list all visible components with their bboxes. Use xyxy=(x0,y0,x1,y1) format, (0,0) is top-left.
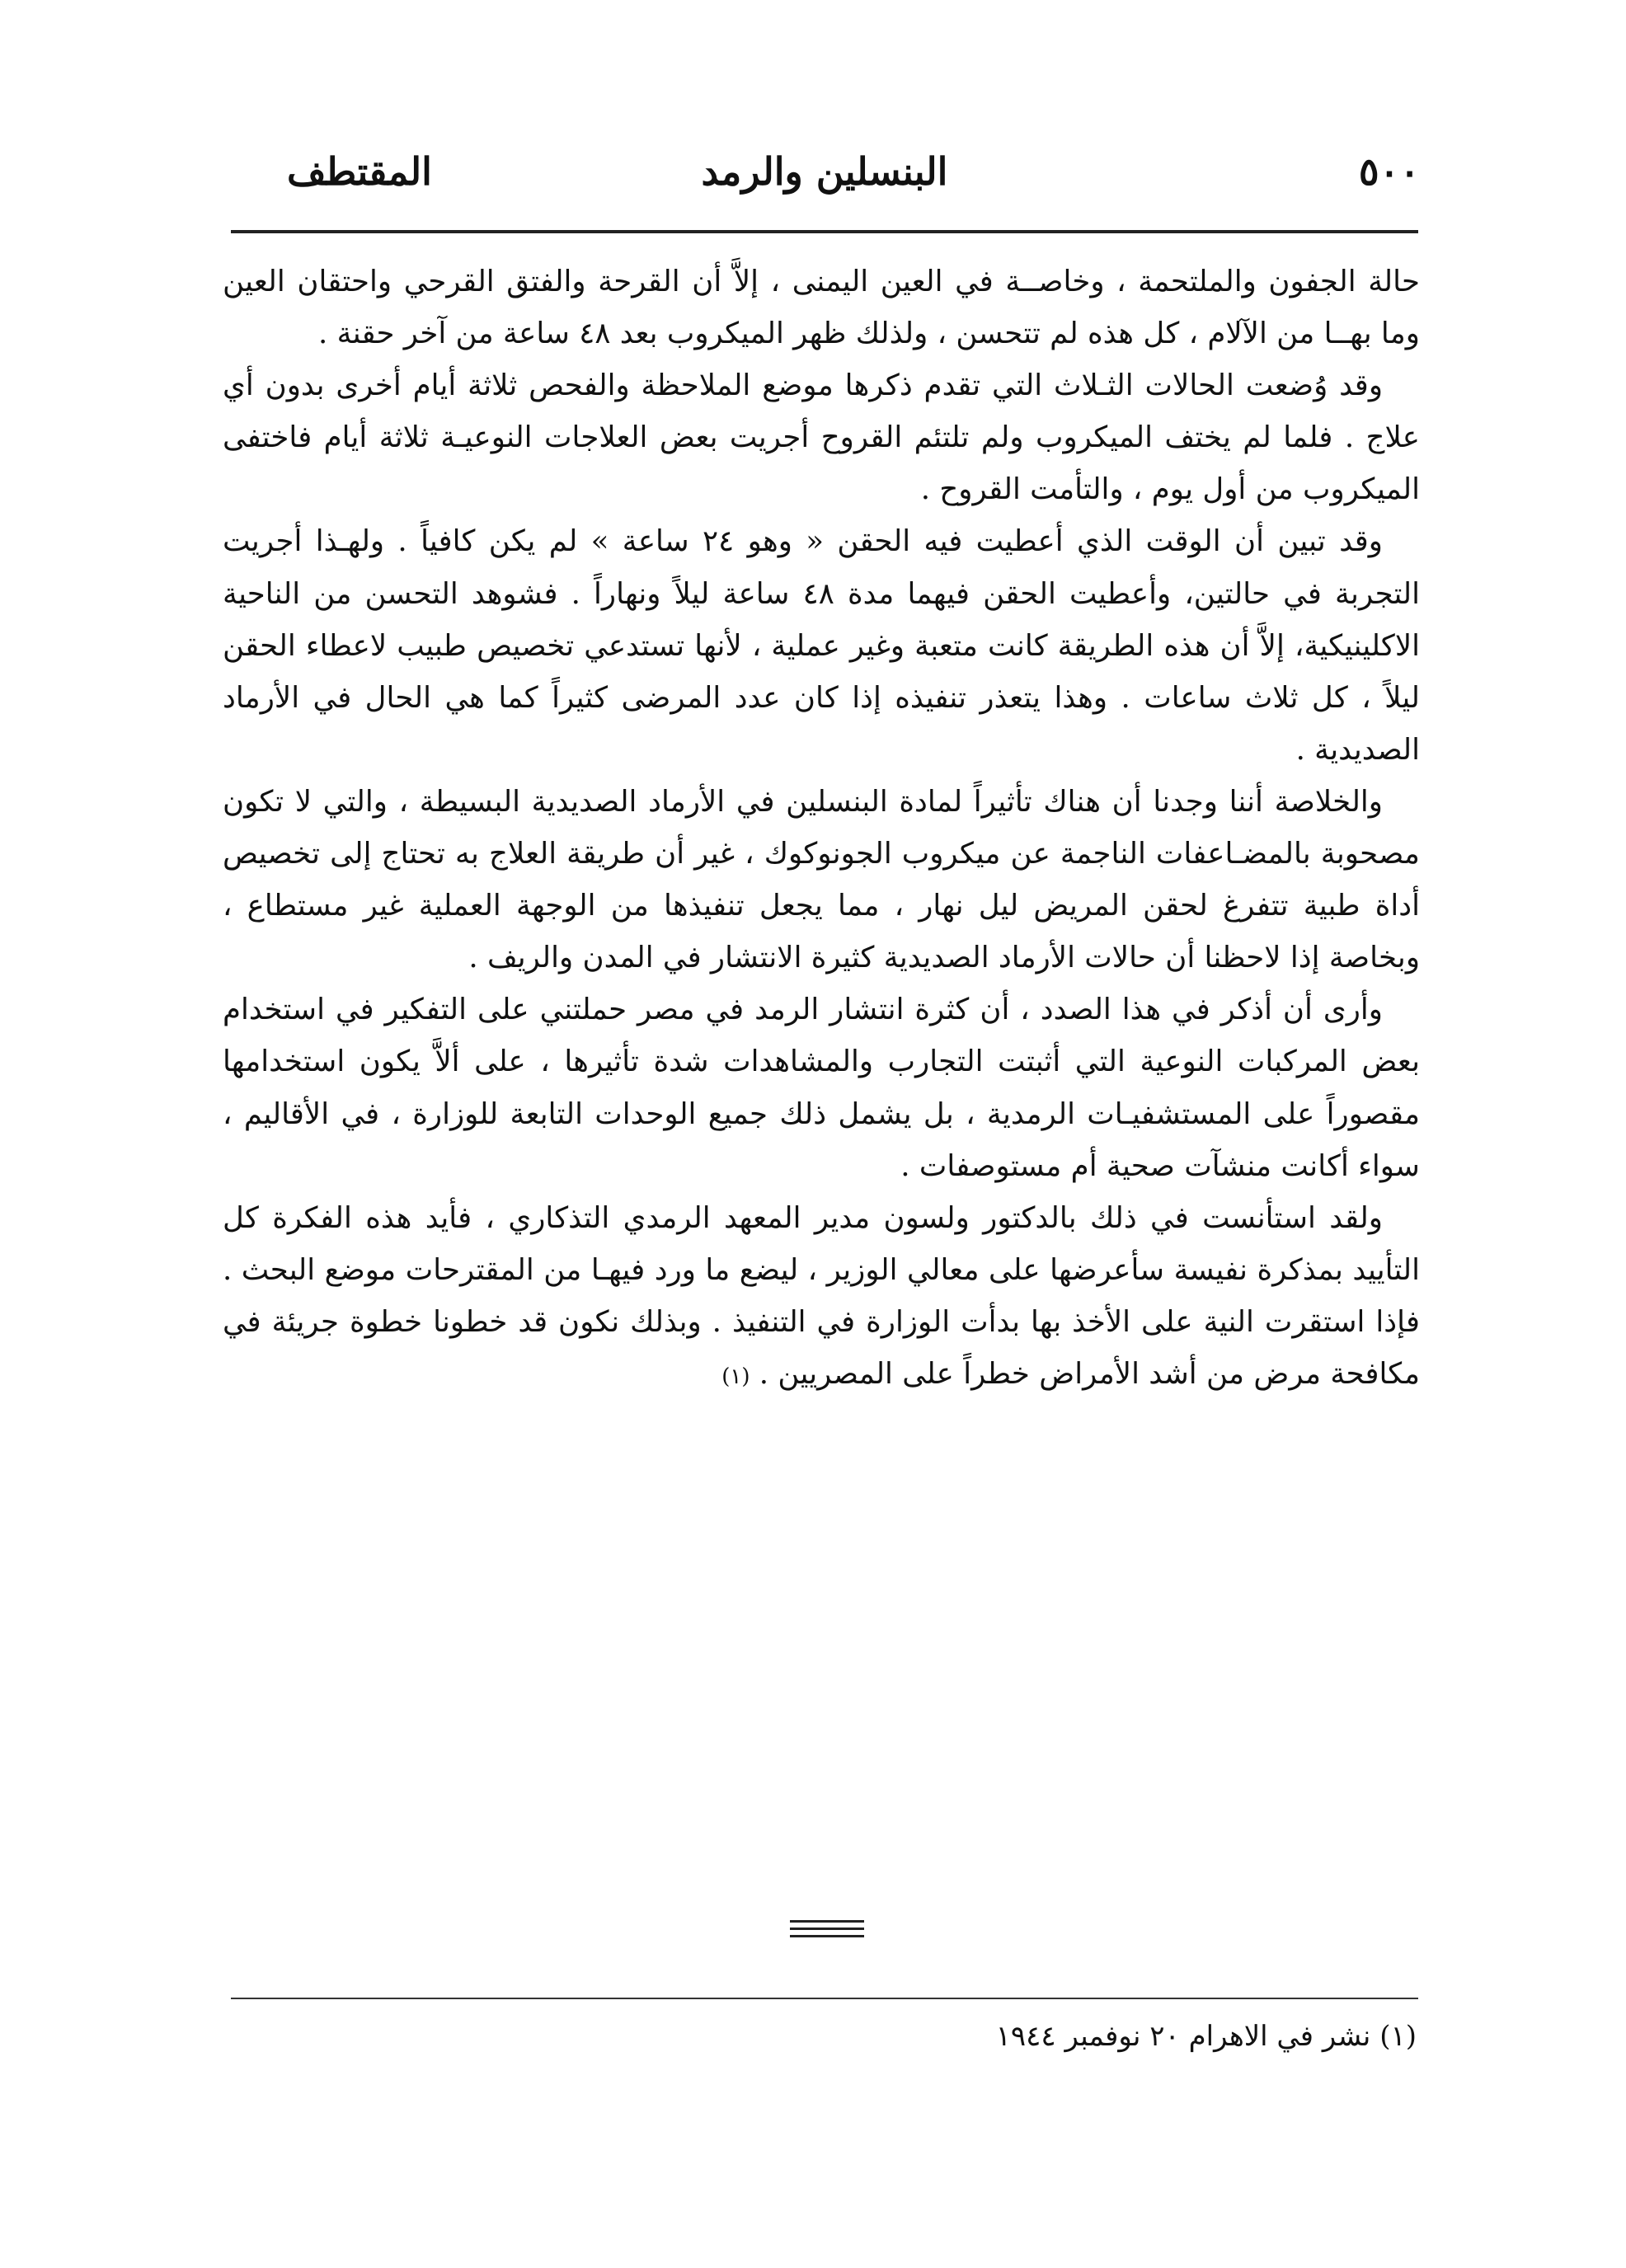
paragraph: وأرى أن أذكر في هذا الصدد ، أن كثرة انتشار الرمد في مصر حملتني على التفكير في استخدام بعض المركبات النوعية التي أثبتت التجارب والمشاهدات شدة تأثيرها ، على ألاَّ يكون استخدامها مقصوراً على المستشفيـات الرمدية ، بل يشمل ذلك جميع الوحدات التابعة للوزارة ، في الأقاليم ، سواء أكانت منشآت صحية أم مستوصفات . xyxy=(223,993,1420,1183)
paragraph-text: ولقد استأنست في ذلك بالدكتور ولسون مدير المعهد الرمدي التذكاري ، فأيد هذه الفكرة كل التأييد بمذكرة نفيسة سأعرضها على معالي الوزير ، ليضع ما ورد فيهـا من المقترحات موضع البحث . فإذا استقرت النية على الأخذ بها بدأت الوزارة في التنفيذ . وبذلك نكون قد خطونا خطوة جريئة في مكافحة مرض من أشد الأمراض خطراً على المصريين . xyxy=(223,1200,1420,1391)
paragraph: حالة الجفون والملتحمة ، وخاصــة في العين اليمنى ، إلاَّ أن القرحة والفتق القرحي واحتقان العين وما بهــا من الآلام ، كل هذه لم تتحسن ، ولذلك ظهر الميكروب بعد ٤٨ ساعة من آخر حقنة . xyxy=(223,265,1420,351)
section-separator xyxy=(790,1928,864,1930)
footnote: (١) نشر في الاهرام ٢٠ نوفمبر ١٩٤٤ xyxy=(995,2020,1417,2053)
paragraph: وقد وُضعت الحالات الثـلاث التي تقدم ذكرها موضع الملاحظة والفحص ثلاثة أيام أخرى بدون أي علاج . فلما لم يختف الميكروب ولم تلتئم القروح أجريت بعض العلاجات النوعيـة ثلاثة أيام فاختفى الميكروب من أول يوم ، والتأمت القروح . xyxy=(223,369,1420,507)
footnote-rule xyxy=(231,1998,1418,1999)
footnote-reference: (١) xyxy=(721,1364,750,1389)
running-title: البنسلين والرمد xyxy=(701,149,948,194)
paragraph: وقد تبين أن الوقت الذي أعطيت فيه الحقن « وهو ٢٤ ساعة » لم يكن كافياً . ولهـذا أجريت التجربة في حالتين، وأعطيت الحقن فيهما مدة ٤٨ ساعة ليلاً ونهاراً . فشوهد التحسن من الناحية الاكلينيكية، إلاَّ أن هذه الطريقة كانت متعبة وغير عملية ، لأنها تستدعي تخصيص طبيب لاعطاء الحقن ليلاً ، كل ثلاث ساعات . وهذا يتعذر تنفيذه إذا كان عدد المرضى كثيراً كما هي الحال في الأرماد الصديدية . xyxy=(223,524,1420,767)
section-separator xyxy=(790,1920,864,1923)
article-body xyxy=(223,256,1420,1403)
page-number: ٥٠٠ xyxy=(1358,149,1420,194)
section-separator xyxy=(790,1935,864,1937)
header-rule xyxy=(231,230,1418,233)
paragraph-last xyxy=(223,1192,1420,1403)
page-header xyxy=(229,139,1420,204)
paragraph: والخلاصة أننا وجدنا أن هناك تأثيراً لمادة البنسلين في الأرماد الصديدية البسيطة ، والتي لا تكون مصحوبة بالمضـاعفات الناجمة عن ميكروب الجونوكوك ، غير أن طريقة العلاج به تحتاج إلى تخصيص أداة طبية تتفرغ لحقن المريض ليل نهار ، مما يجعل تنفيذها من الوجهة العملية غير مستطاع ، وبخاصة إذا لاحظنا أن حالات الأرماد الصديدية كثيرة الانتشار في المدن والريف . xyxy=(223,784,1420,975)
journal-name: المقتطف xyxy=(287,149,432,194)
